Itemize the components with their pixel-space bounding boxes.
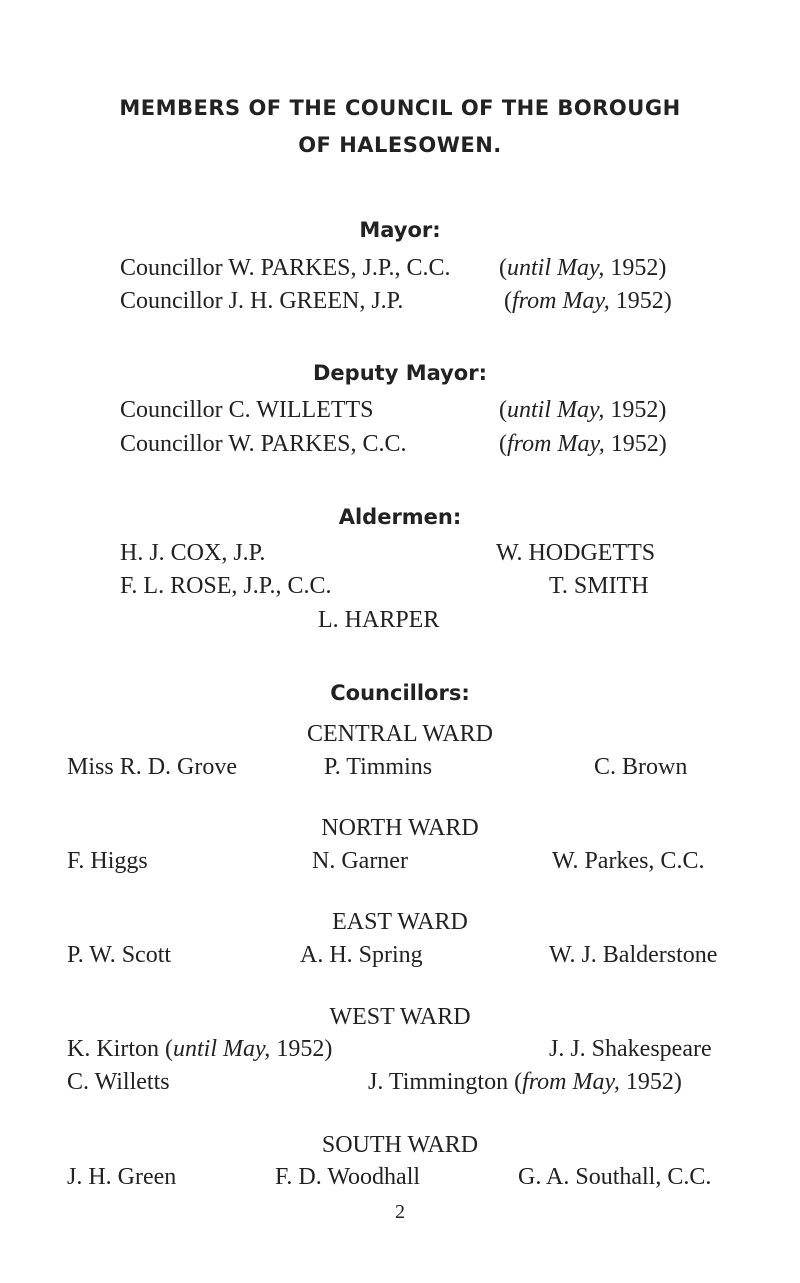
deputy-name-1: Councillor C. WILLETTS xyxy=(120,397,374,423)
central-councillor-right: C. Brown xyxy=(594,754,688,780)
mayor-name-1: Councillor W. PARKES, J.P., C.C. xyxy=(120,255,451,281)
alderman-right-1: W. HODGETTS xyxy=(496,540,656,566)
north-councillor-right: W. Parkes, C.C. xyxy=(552,848,705,874)
central-councillor-mid: P. Timmins xyxy=(324,754,433,780)
south-councillor-left: J. H. Green xyxy=(67,1164,177,1190)
east-councillor-left: P. W. Scott xyxy=(67,942,172,968)
east-councillor-right: W. J. Balderstone xyxy=(549,942,718,968)
title-line-1: MEMBERS OF THE COUNCIL OF THE BOROUGH xyxy=(119,96,681,120)
west-ward-heading: WEST WARD xyxy=(329,1004,471,1030)
central-ward-heading: CENTRAL WARD xyxy=(307,721,493,747)
deputy-name-2: Councillor W. PARKES, C.C. xyxy=(120,431,407,457)
title-line-2: OF HALESOWEN. xyxy=(298,133,502,157)
east-councillor-mid: A. H. Spring xyxy=(300,942,423,968)
deputy-term-2: (from May, 1952) xyxy=(499,431,667,457)
alderman-left-2: F. L. ROSE, J.P., C.C. xyxy=(120,573,332,599)
west-councillor-timmington: J. Timmington (from May, 1952) xyxy=(368,1069,682,1095)
alderman-left-1: H. J. COX, J.P. xyxy=(120,540,266,566)
mayor-term-2: (from May, 1952) xyxy=(504,288,672,314)
deputy-mayor-heading: Deputy Mayor: xyxy=(313,361,487,385)
mayor-term-1: (until May, 1952) xyxy=(499,255,667,281)
south-councillor-mid: F. D. Woodhall xyxy=(275,1164,421,1190)
west-councillor-left-2: C. Willetts xyxy=(67,1069,170,1095)
alderman-center: L. HARPER xyxy=(318,607,440,633)
east-ward-heading: EAST WARD xyxy=(332,909,468,935)
south-ward-heading: SOUTH WARD xyxy=(321,1132,479,1158)
central-councillor-left: Miss R. D. Grove xyxy=(67,754,238,780)
south-councillor-right: G. A. Southall, C.C. xyxy=(518,1164,712,1190)
mayor-heading: Mayor: xyxy=(359,218,441,242)
deputy-term-1: (until May, 1952) xyxy=(499,397,667,423)
mayor-name-2: Councillor J. H. GREEN, J.P. xyxy=(120,288,404,314)
north-ward-heading: NORTH WARD xyxy=(321,815,479,841)
west-councillor-right-1: J. J. Shakespeare xyxy=(549,1036,712,1062)
aldermen-heading: Aldermen: xyxy=(338,505,462,529)
councillors-heading: Councillors: xyxy=(330,681,470,705)
north-councillor-left: F. Higgs xyxy=(67,848,148,874)
page-number: 2 xyxy=(395,1201,405,1223)
west-councillor-kirton: K. Kirton (until May, 1952) xyxy=(67,1036,333,1062)
north-councillor-mid: N. Garner xyxy=(312,848,408,874)
alderman-right-2: T. SMITH xyxy=(549,573,649,599)
